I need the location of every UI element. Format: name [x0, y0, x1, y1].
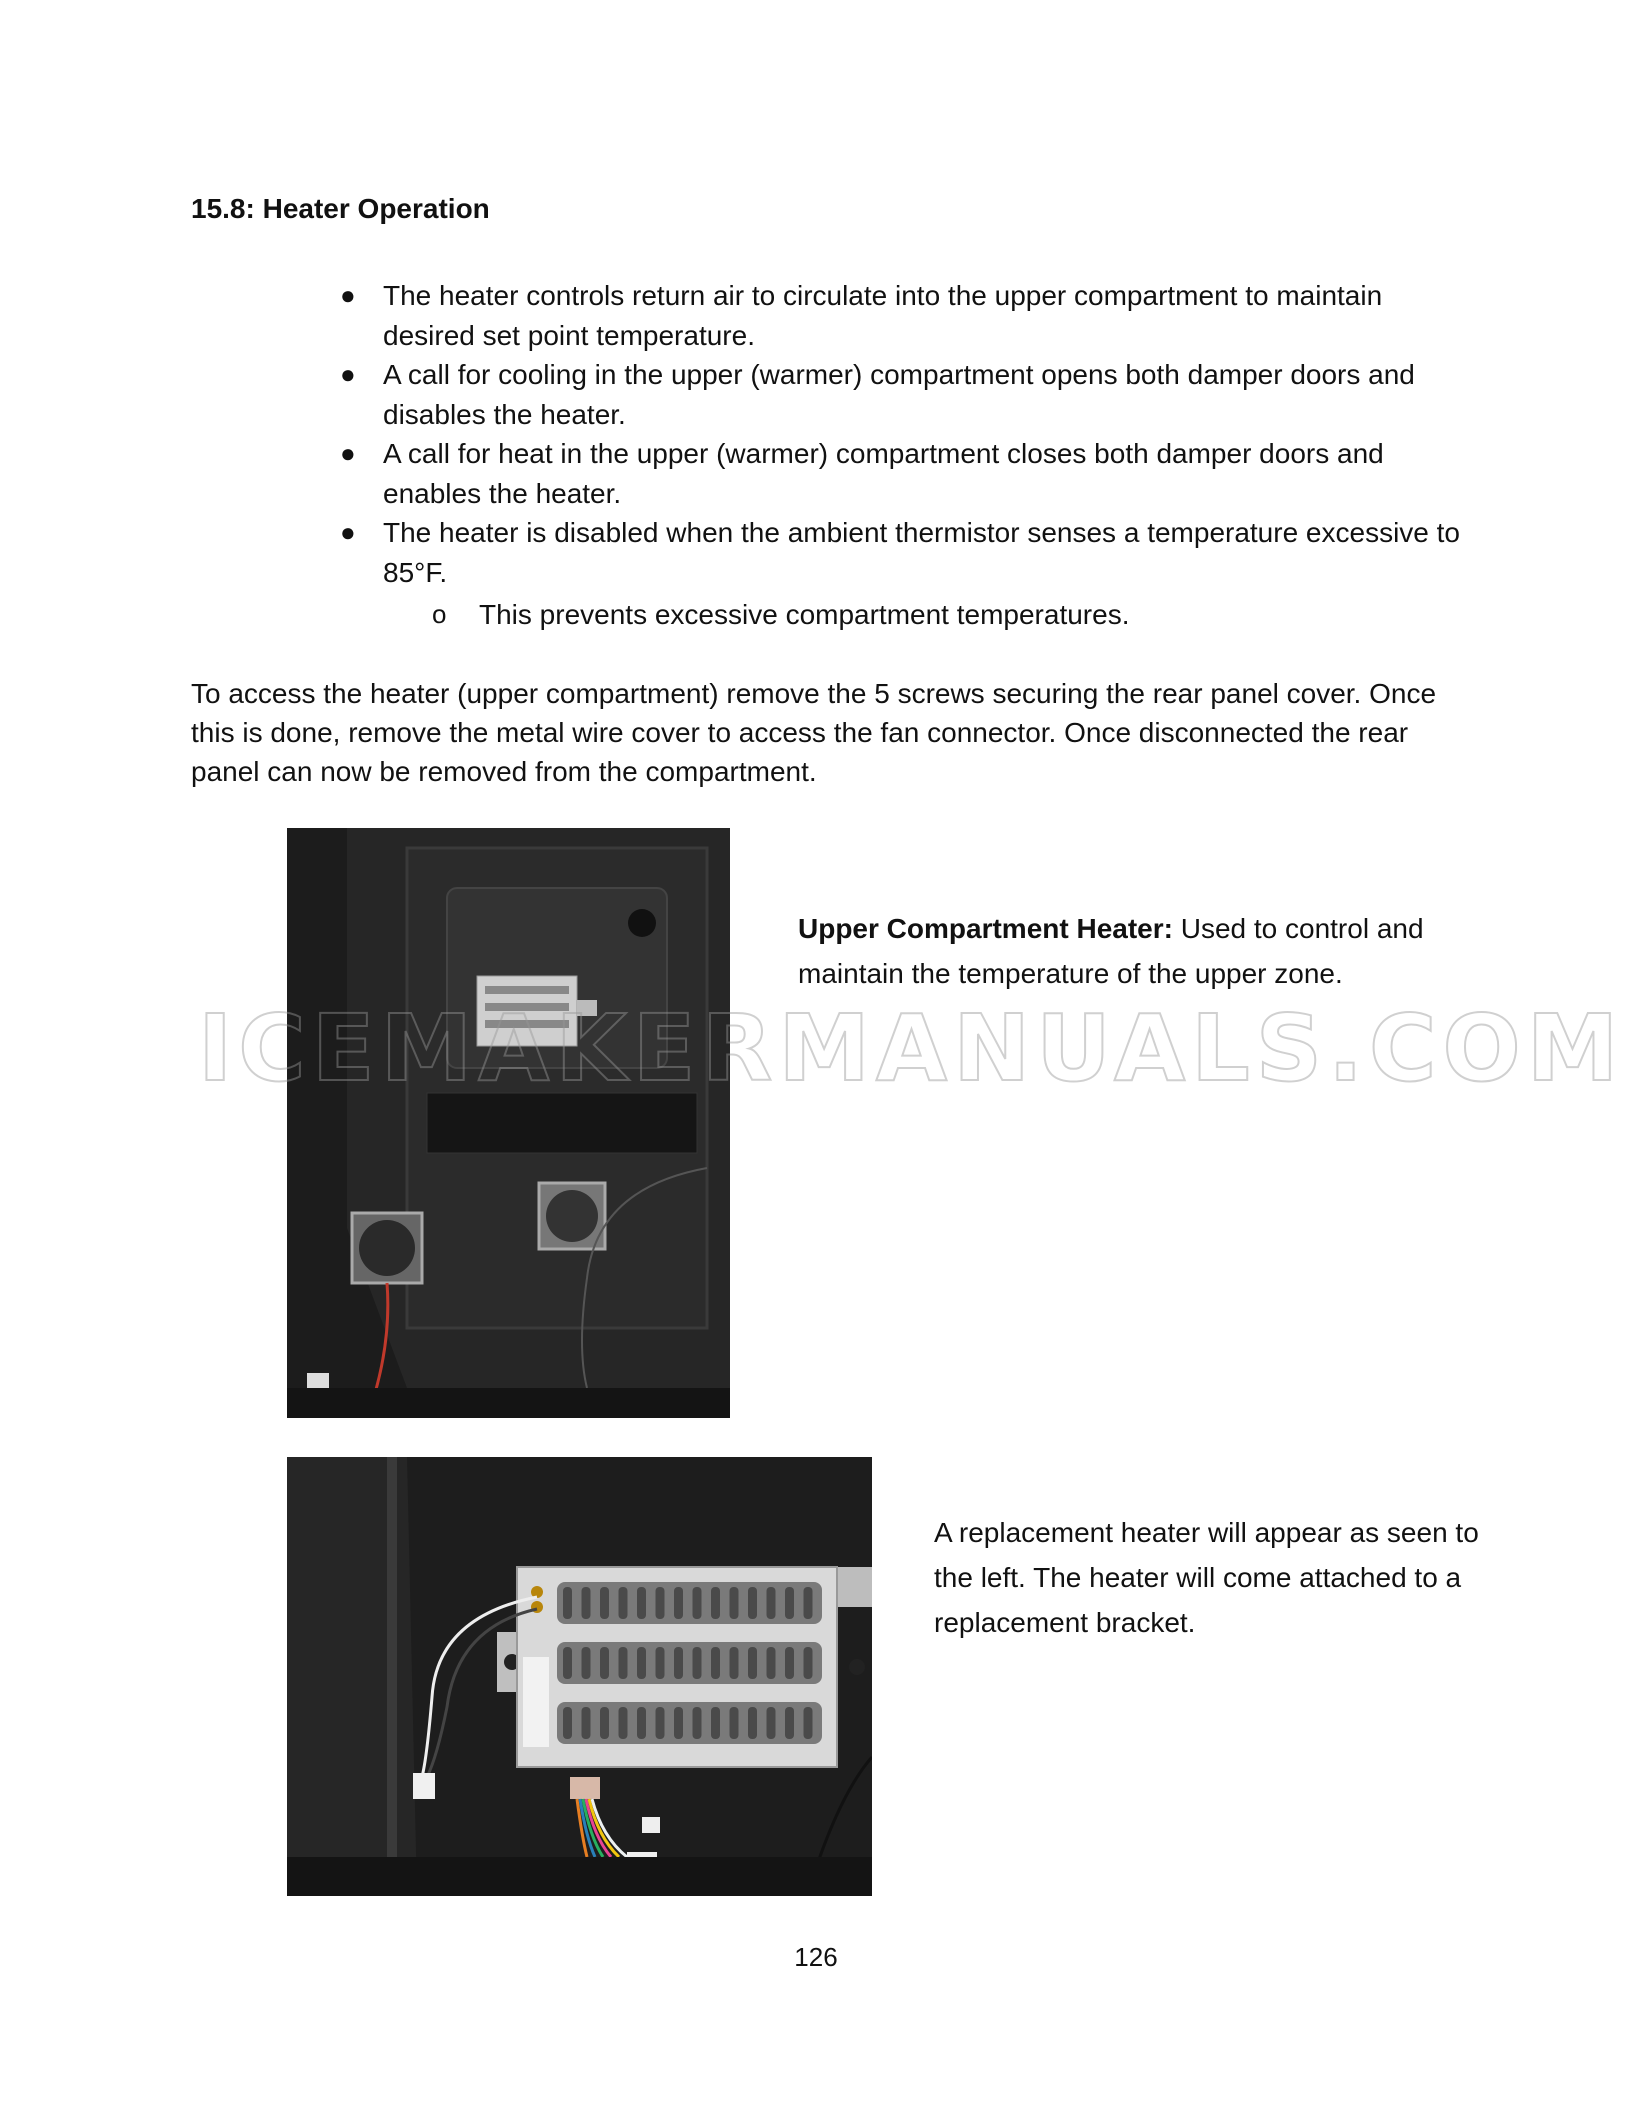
compartment-photo-drawing: [287, 828, 730, 1418]
compartment-photo: [287, 828, 730, 1418]
access-paragraph: To access the heater (upper compartment) remove the 5 screws securing the rear panel cover. Once this is done, remove the metal wire cover to access the fan connector. Once disconnected the rear panel can now be removed from the compartment.: [191, 678, 1437, 787]
replacement-heater-drawing: [287, 1457, 872, 1896]
heater-caption: [798, 906, 1498, 996]
bullet-icon: ●: [340, 517, 356, 547]
list-item: ● The heater is disabled when the ambient thermistor senses a temperature excessive to 85°F.: [330, 513, 1460, 592]
replacement-caption: A replacement heater will appear as seen to the left. The heater will come attached to a replacement bracket.: [934, 1517, 1479, 1638]
bullet-list: [330, 276, 1460, 592]
caption-label: Upper Compartment Heater:: [798, 913, 1173, 944]
bullet-icon: ●: [340, 359, 356, 389]
watermark: ICEMAKERMANUALS.COM: [198, 995, 1625, 1102]
caption-text: Used to control and maintain the temperature of the upper zone.: [798, 913, 1424, 989]
bullet-icon: ●: [340, 280, 356, 310]
list-item: ● The heater controls return air to circulate into the upper compartment to maintain desired set point temperature.: [330, 276, 1460, 355]
list-item: ● A call for heat in the upper (warmer) compartment closes both damper doors and enables the heater.: [330, 434, 1460, 513]
replacement-heater-photo: [287, 1457, 872, 1896]
bullet-icon: ●: [340, 438, 356, 468]
sub-bullet-text: This prevents excessive compartment temperatures.: [479, 599, 1130, 630]
section-heading: 15.8: Heater Operation: [191, 193, 490, 224]
list-item: ● A call for cooling in the upper (warmer) compartment opens both damper doors and disables the heater.: [330, 355, 1460, 434]
sub-bullet-marker: o: [432, 599, 447, 629]
page-number: 126: [794, 1942, 838, 1972]
